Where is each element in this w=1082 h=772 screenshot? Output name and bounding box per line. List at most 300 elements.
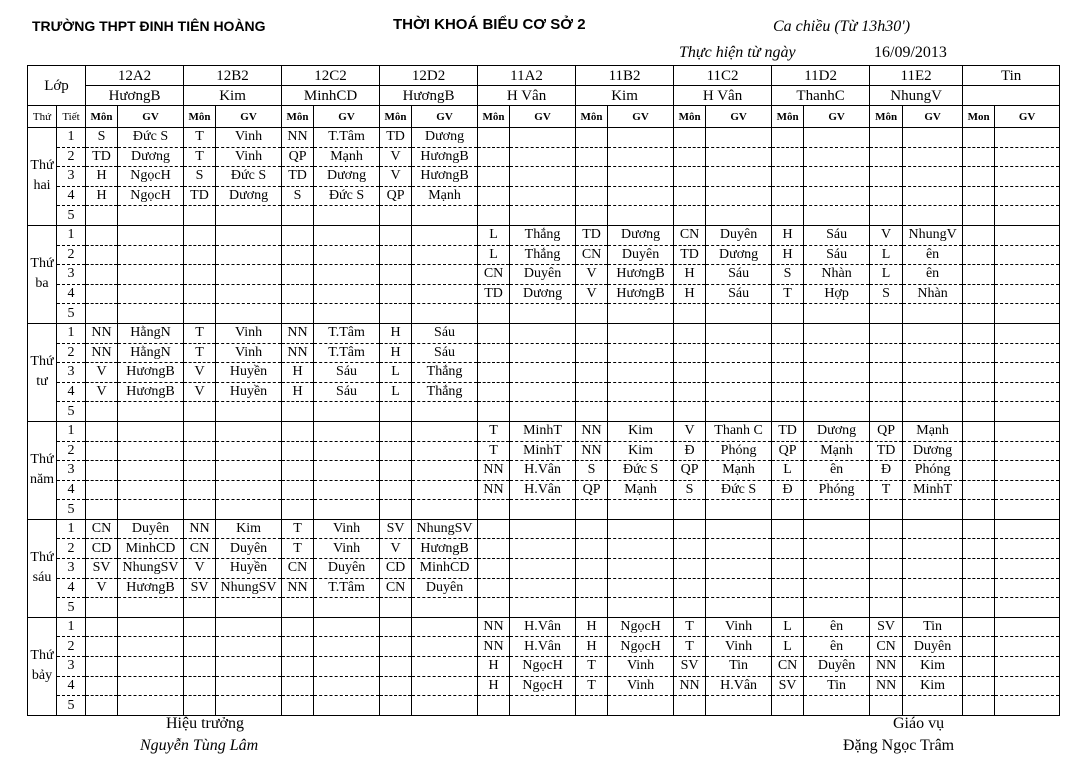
subject-cell: CN bbox=[380, 578, 412, 598]
teacher-cell bbox=[903, 402, 963, 422]
class-name: 11A2 bbox=[478, 66, 576, 86]
teacher-cell bbox=[804, 147, 870, 167]
subject-cell: CN bbox=[282, 559, 314, 579]
teacher-cell: HươngB bbox=[608, 284, 674, 304]
teacher-cell bbox=[608, 559, 674, 579]
teacher-cell: Duyên bbox=[412, 578, 478, 598]
subject-cell bbox=[870, 206, 903, 226]
subject-cell bbox=[478, 578, 510, 598]
subject-cell bbox=[282, 676, 314, 696]
teacher-cell bbox=[412, 304, 478, 324]
teacher-cell: MinhT bbox=[510, 421, 576, 441]
teacher-cell: Huyền bbox=[216, 382, 282, 402]
subject-cell bbox=[772, 559, 804, 579]
subject-cell bbox=[184, 696, 216, 716]
subject-cell: V bbox=[86, 578, 118, 598]
teacher-cell: Vinh bbox=[314, 519, 380, 539]
teacher-cell: Hợp bbox=[804, 284, 870, 304]
teacher-cell bbox=[804, 519, 870, 539]
teacher-cell bbox=[510, 304, 576, 324]
teacher-cell bbox=[510, 382, 576, 402]
subject-cell bbox=[184, 617, 216, 637]
day-name: Thứ bảy bbox=[28, 617, 57, 715]
teacher-cell bbox=[995, 637, 1060, 657]
subject-cell bbox=[963, 363, 995, 383]
subject-cell bbox=[478, 323, 510, 343]
teacher-cell bbox=[314, 461, 380, 481]
teacher-cell bbox=[804, 500, 870, 520]
subject-cell: T bbox=[674, 637, 706, 657]
table-row bbox=[28, 128, 1060, 148]
day-name: Thứ tư bbox=[28, 323, 57, 421]
table-row bbox=[28, 441, 1060, 461]
teacher-cell bbox=[804, 598, 870, 618]
teacher-cell: Tin bbox=[706, 657, 772, 677]
subject-cell bbox=[380, 421, 412, 441]
subject-cell bbox=[772, 323, 804, 343]
subject-cell bbox=[674, 206, 706, 226]
table-row bbox=[28, 617, 1060, 637]
teacher-header: GV bbox=[314, 106, 380, 128]
period-number: 4 bbox=[57, 382, 86, 402]
teacher-cell bbox=[903, 559, 963, 579]
subject-cell bbox=[963, 598, 995, 618]
table-row bbox=[28, 323, 1060, 343]
subject-cell bbox=[86, 676, 118, 696]
subject-cell: TD bbox=[674, 245, 706, 265]
subject-cell bbox=[772, 304, 804, 324]
subject-cell: S bbox=[184, 167, 216, 187]
class-name: 11C2 bbox=[674, 66, 772, 86]
subject-cell bbox=[674, 186, 706, 206]
subject-cell bbox=[772, 696, 804, 716]
teacher-cell bbox=[903, 206, 963, 226]
subject-cell: V bbox=[870, 225, 903, 245]
teacher-cell bbox=[706, 559, 772, 579]
teacher-cell bbox=[804, 167, 870, 187]
teacher-cell bbox=[995, 382, 1060, 402]
subject-header: Môn bbox=[86, 106, 118, 128]
table-row bbox=[28, 343, 1060, 363]
teacher-cell: Mạnh bbox=[804, 441, 870, 461]
teacher-cell bbox=[118, 421, 184, 441]
teacher-cell: Duyên bbox=[118, 519, 184, 539]
teacher-cell bbox=[216, 245, 282, 265]
teacher-cell: H.Vân bbox=[706, 676, 772, 696]
subject-cell bbox=[963, 539, 995, 559]
teacher-cell bbox=[118, 245, 184, 265]
subject-cell bbox=[576, 598, 608, 618]
teacher-cell bbox=[118, 225, 184, 245]
teacher-cell: HươngB bbox=[118, 578, 184, 598]
teacher-cell bbox=[412, 617, 478, 637]
teacher-cell bbox=[510, 578, 576, 598]
teacher-cell bbox=[216, 480, 282, 500]
teacher-cell bbox=[995, 402, 1060, 422]
period-number: 2 bbox=[57, 637, 86, 657]
teacher-cell bbox=[995, 676, 1060, 696]
day-block bbox=[28, 128, 1060, 226]
subject-cell: T bbox=[478, 421, 510, 441]
subject-cell bbox=[870, 559, 903, 579]
period-number: 2 bbox=[57, 441, 86, 461]
subject-cell: NN bbox=[282, 323, 314, 343]
subject-cell: NN bbox=[576, 421, 608, 441]
subject-cell bbox=[772, 382, 804, 402]
homeroom-teacher: MinhCD bbox=[282, 86, 380, 106]
teacher-cell: H.Vân bbox=[510, 617, 576, 637]
subject-cell bbox=[184, 421, 216, 441]
teacher-cell bbox=[510, 598, 576, 618]
subject-cell bbox=[870, 363, 903, 383]
teacher-cell bbox=[608, 128, 674, 148]
teacher-cell: H.Vân bbox=[510, 480, 576, 500]
homeroom-teacher: Kim bbox=[576, 86, 674, 106]
teacher-cell bbox=[510, 167, 576, 187]
subject-cell bbox=[478, 128, 510, 148]
teacher-cell: Mạnh bbox=[412, 186, 478, 206]
subject-header: Môn bbox=[380, 106, 412, 128]
teacher-header: GV bbox=[706, 106, 772, 128]
subject-cell bbox=[380, 657, 412, 677]
subject-cell: CN bbox=[576, 245, 608, 265]
subject-cell bbox=[184, 637, 216, 657]
subject-cell: TD bbox=[772, 421, 804, 441]
teacher-cell: NhungSV bbox=[216, 578, 282, 598]
teacher-cell bbox=[995, 284, 1060, 304]
subject-cell bbox=[870, 323, 903, 343]
subject-cell: CD bbox=[380, 559, 412, 579]
teacher-cell bbox=[804, 186, 870, 206]
teacher-cell bbox=[510, 343, 576, 363]
teacher-cell bbox=[314, 637, 380, 657]
teacher-cell: MinhT bbox=[510, 441, 576, 461]
subject-cell bbox=[184, 245, 216, 265]
subject-cell bbox=[963, 128, 995, 148]
subject-cell bbox=[86, 421, 118, 441]
subject-cell: H bbox=[674, 265, 706, 285]
subject-cell: L bbox=[870, 265, 903, 285]
subject-cell bbox=[380, 480, 412, 500]
teacher-cell bbox=[314, 598, 380, 618]
teacher-cell: T.Tâm bbox=[314, 323, 380, 343]
subject-cell bbox=[380, 402, 412, 422]
subject-cell: V bbox=[576, 265, 608, 285]
subject-cell bbox=[674, 519, 706, 539]
subject-cell bbox=[576, 147, 608, 167]
table-row bbox=[28, 147, 1060, 167]
subject-cell bbox=[282, 657, 314, 677]
subject-cell: V bbox=[184, 363, 216, 383]
subject-cell bbox=[870, 539, 903, 559]
teacher-cell bbox=[314, 304, 380, 324]
teacher-header: GV bbox=[804, 106, 870, 128]
subject-cell bbox=[963, 578, 995, 598]
table-row bbox=[28, 480, 1060, 500]
subject-cell: TD bbox=[380, 128, 412, 148]
class-name: 11B2 bbox=[576, 66, 674, 86]
teacher-cell: NgọcH bbox=[608, 617, 674, 637]
subject-cell: H bbox=[86, 186, 118, 206]
teacher-cell: NhungSV bbox=[412, 519, 478, 539]
subject-cell bbox=[380, 461, 412, 481]
teacher-cell: Mạnh bbox=[608, 480, 674, 500]
day-block bbox=[28, 519, 1060, 617]
period-number: 3 bbox=[57, 167, 86, 187]
teacher-cell: Duyên bbox=[216, 539, 282, 559]
subject-cell bbox=[576, 539, 608, 559]
teacher-header: GV bbox=[412, 106, 478, 128]
subject-cell: CN bbox=[674, 225, 706, 245]
subject-cell: NN bbox=[86, 323, 118, 343]
teacher-cell bbox=[995, 304, 1060, 324]
teacher-cell: Dương bbox=[706, 245, 772, 265]
table-row bbox=[28, 696, 1060, 716]
subject-cell bbox=[963, 637, 995, 657]
homeroom-teacher: Kim bbox=[184, 86, 282, 106]
subject-cell bbox=[576, 519, 608, 539]
teacher-cell bbox=[608, 696, 674, 716]
teacher-cell bbox=[118, 617, 184, 637]
teacher-cell bbox=[903, 343, 963, 363]
period-number: 4 bbox=[57, 480, 86, 500]
subject-cell bbox=[282, 284, 314, 304]
day-block bbox=[28, 323, 1060, 421]
subject-cell bbox=[282, 480, 314, 500]
day-name: Thứ năm bbox=[28, 421, 57, 519]
principal-name: Nguyễn Tùng Lâm bbox=[140, 737, 259, 754]
subject-cell bbox=[184, 304, 216, 324]
teacher-cell: Sáu bbox=[412, 323, 478, 343]
subject-cell bbox=[86, 637, 118, 657]
teacher-cell: Dương bbox=[804, 421, 870, 441]
teacher-cell bbox=[510, 186, 576, 206]
subject-cell bbox=[380, 598, 412, 618]
teacher-cell: Đức S bbox=[608, 461, 674, 481]
teacher-cell: Vinh bbox=[608, 657, 674, 677]
subject-cell bbox=[478, 167, 510, 187]
teacher-cell: Kim bbox=[608, 441, 674, 461]
teacher-cell bbox=[804, 206, 870, 226]
subject-cell bbox=[282, 598, 314, 618]
subject-cell: S bbox=[282, 186, 314, 206]
subject-cell bbox=[576, 402, 608, 422]
subject-cell bbox=[184, 402, 216, 422]
subject-cell bbox=[478, 519, 510, 539]
subject-cell bbox=[86, 225, 118, 245]
subject-cell: V bbox=[184, 382, 216, 402]
period-number: 5 bbox=[57, 598, 86, 618]
table-row bbox=[28, 382, 1060, 402]
teacher-cell bbox=[216, 617, 282, 637]
teacher-cell bbox=[412, 421, 478, 441]
day-block bbox=[28, 225, 1060, 323]
teacher-cell: Sáu bbox=[804, 245, 870, 265]
subject-cell bbox=[963, 519, 995, 539]
subject-cell bbox=[282, 500, 314, 520]
subject-cell bbox=[184, 598, 216, 618]
subject-cell bbox=[282, 617, 314, 637]
subject-cell: T bbox=[184, 323, 216, 343]
homeroom-teacher bbox=[963, 86, 1060, 106]
class-name: 12B2 bbox=[184, 66, 282, 86]
subject-cell bbox=[380, 304, 412, 324]
subject-cell bbox=[380, 206, 412, 226]
subject-cell: TD bbox=[86, 147, 118, 167]
subject-cell bbox=[963, 186, 995, 206]
subject-cell bbox=[963, 265, 995, 285]
teacher-cell bbox=[995, 206, 1060, 226]
teacher-cell bbox=[995, 225, 1060, 245]
subject-cell bbox=[963, 500, 995, 520]
subject-cell bbox=[870, 696, 903, 716]
subject-cell bbox=[870, 500, 903, 520]
teacher-cell bbox=[510, 206, 576, 226]
teacher-cell bbox=[706, 363, 772, 383]
subject-cell bbox=[478, 559, 510, 579]
teacher-cell bbox=[412, 441, 478, 461]
teacher-cell bbox=[412, 500, 478, 520]
subject-cell bbox=[674, 539, 706, 559]
subject-cell bbox=[380, 617, 412, 637]
subject-cell bbox=[772, 598, 804, 618]
teacher-cell bbox=[118, 461, 184, 481]
teacher-cell: HươngB bbox=[412, 539, 478, 559]
teacher-cell bbox=[706, 167, 772, 187]
teacher-cell: Dương bbox=[903, 441, 963, 461]
teacher-cell: MinhCD bbox=[118, 539, 184, 559]
academic-office-name: Đặng Ngọc Trâm bbox=[843, 737, 955, 754]
teacher-cell: Kim bbox=[216, 519, 282, 539]
subject-cell: T bbox=[674, 617, 706, 637]
teacher-cell bbox=[510, 147, 576, 167]
subject-cell bbox=[870, 382, 903, 402]
subject-cell: CN bbox=[478, 265, 510, 285]
teacher-cell: Dương bbox=[118, 147, 184, 167]
subject-cell bbox=[576, 304, 608, 324]
subject-cell bbox=[772, 519, 804, 539]
subject-cell bbox=[478, 500, 510, 520]
teacher-cell bbox=[118, 304, 184, 324]
teacher-cell bbox=[118, 480, 184, 500]
timetable bbox=[27, 65, 1060, 716]
teacher-cell bbox=[995, 578, 1060, 598]
subject-cell bbox=[963, 147, 995, 167]
subject-cell bbox=[772, 147, 804, 167]
subject-cell: L bbox=[478, 245, 510, 265]
subject-cell bbox=[282, 402, 314, 422]
table-row bbox=[28, 461, 1060, 481]
subject-cell bbox=[963, 559, 995, 579]
teacher-cell: Phóng bbox=[804, 480, 870, 500]
teacher-cell bbox=[608, 578, 674, 598]
table-row bbox=[28, 637, 1060, 657]
period-number: 1 bbox=[57, 128, 86, 148]
teacher-cell bbox=[412, 284, 478, 304]
teacher-cell bbox=[706, 382, 772, 402]
teacher-cell: Vinh bbox=[706, 637, 772, 657]
subject-cell bbox=[576, 343, 608, 363]
teacher-cell bbox=[216, 284, 282, 304]
subject-cell bbox=[674, 304, 706, 324]
teacher-cell bbox=[216, 637, 282, 657]
academic-office-title: Giáo vụ bbox=[893, 715, 945, 732]
subject-cell bbox=[380, 637, 412, 657]
teacher-cell: NgọcH bbox=[510, 657, 576, 677]
subject-cell: NN bbox=[86, 343, 118, 363]
teacher-cell bbox=[706, 696, 772, 716]
subject-cell: TD bbox=[478, 284, 510, 304]
teacher-cell bbox=[314, 441, 380, 461]
teacher-cell bbox=[903, 147, 963, 167]
subject-cell bbox=[870, 304, 903, 324]
period-number: 1 bbox=[57, 225, 86, 245]
period-number: 5 bbox=[57, 304, 86, 324]
subject-cell bbox=[86, 402, 118, 422]
subject-cell bbox=[478, 363, 510, 383]
teacher-cell bbox=[216, 500, 282, 520]
subject-cell bbox=[772, 539, 804, 559]
teacher-header: GV bbox=[118, 106, 184, 128]
subject-cell: S bbox=[576, 461, 608, 481]
teacher-cell: Mạnh bbox=[314, 147, 380, 167]
subject-cell bbox=[576, 128, 608, 148]
teacher-cell bbox=[412, 206, 478, 226]
subject-cell bbox=[674, 323, 706, 343]
subject-header: Mon bbox=[963, 106, 995, 128]
teacher-cell bbox=[314, 265, 380, 285]
subject-cell bbox=[772, 206, 804, 226]
teacher-cell bbox=[608, 323, 674, 343]
subject-cell: CN bbox=[870, 637, 903, 657]
subject-cell bbox=[184, 441, 216, 461]
subject-cell: Đ bbox=[674, 441, 706, 461]
teacher-cell: Nhàn bbox=[903, 284, 963, 304]
period-number: 1 bbox=[57, 617, 86, 637]
day-name: Thứ ba bbox=[28, 225, 57, 323]
subject-cell: QP bbox=[282, 147, 314, 167]
teacher-cell bbox=[314, 284, 380, 304]
teacher-cell bbox=[412, 461, 478, 481]
period-number: 5 bbox=[57, 696, 86, 716]
subject-cell bbox=[576, 578, 608, 598]
subject-cell bbox=[963, 343, 995, 363]
teacher-cell bbox=[314, 402, 380, 422]
subject-cell: NN bbox=[870, 657, 903, 677]
teacher-cell bbox=[314, 676, 380, 696]
subject-cell bbox=[674, 128, 706, 148]
period-number: 2 bbox=[57, 343, 86, 363]
subject-cell: NN bbox=[478, 461, 510, 481]
teacher-cell: Thắng bbox=[412, 363, 478, 383]
subject-cell bbox=[674, 402, 706, 422]
subject-cell bbox=[282, 441, 314, 461]
teacher-cell: Phóng bbox=[903, 461, 963, 481]
subject-cell: QP bbox=[772, 441, 804, 461]
subject-cell: SV bbox=[674, 657, 706, 677]
teacher-cell: Thắng bbox=[412, 382, 478, 402]
teacher-cell bbox=[995, 128, 1060, 148]
teacher-cell: Phóng bbox=[706, 441, 772, 461]
period-number: 3 bbox=[57, 657, 86, 677]
subject-cell bbox=[86, 617, 118, 637]
teacher-cell bbox=[903, 598, 963, 618]
subject-cell: NN bbox=[184, 519, 216, 539]
period-number: 3 bbox=[57, 559, 86, 579]
teacher-cell bbox=[216, 225, 282, 245]
teacher-cell: HươngB bbox=[118, 363, 184, 383]
subject-cell: Đ bbox=[870, 461, 903, 481]
